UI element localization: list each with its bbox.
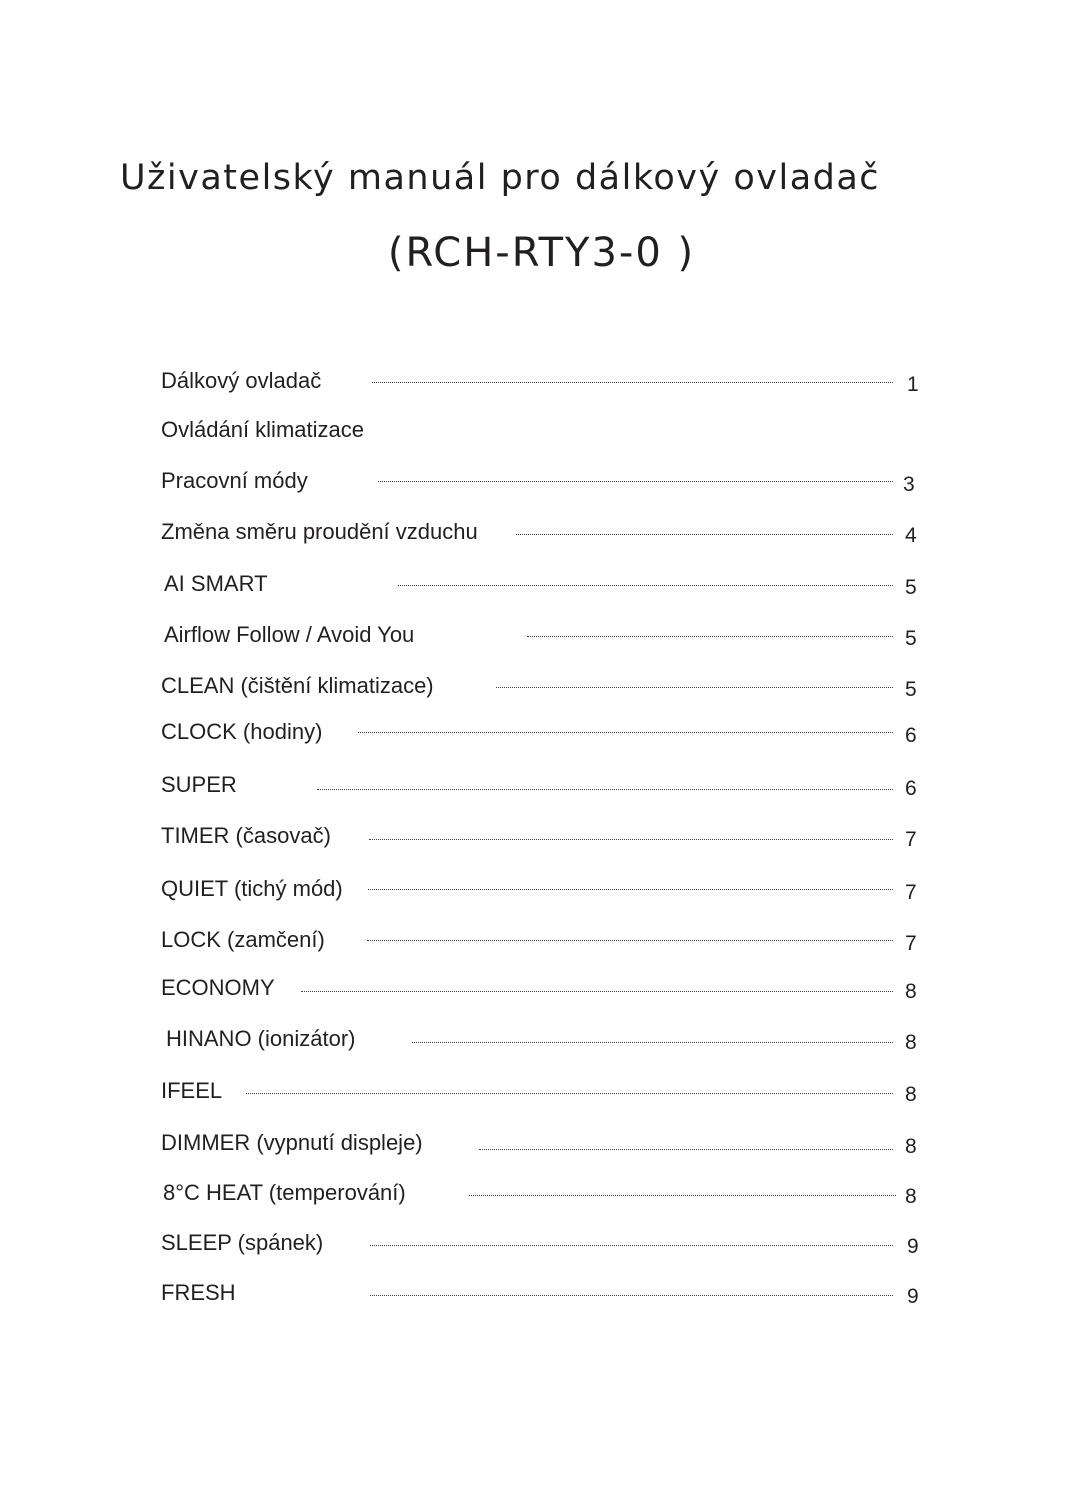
toc-label: HINANO (ionizátor) xyxy=(166,1026,356,1051)
toc-leader xyxy=(378,481,893,482)
toc-label: DIMMER (vypnutí displeje) xyxy=(161,1130,423,1155)
toc-label: QUIET (tichý mód) xyxy=(161,876,343,901)
toc-page: 5 xyxy=(905,678,917,701)
toc-entry xyxy=(0,571,1083,601)
toc-page: 1 xyxy=(907,373,919,396)
toc-page: 9 xyxy=(907,1235,919,1258)
toc-leader xyxy=(246,1093,893,1094)
toc-label: Ovládání klimatizace xyxy=(161,417,364,442)
toc-label: Pracovní módy xyxy=(161,468,308,493)
toc-entry xyxy=(0,622,1083,652)
toc-label: Airflow Follow / Avoid You xyxy=(164,622,415,647)
toc-page: 8 xyxy=(905,1135,917,1158)
toc-label: Změna směru proudění vzduchu xyxy=(161,519,478,544)
toc-leader xyxy=(358,732,893,733)
toc-page: 6 xyxy=(905,777,917,800)
toc-entry xyxy=(0,1180,1083,1210)
toc-entry xyxy=(0,823,1083,853)
toc-entry xyxy=(0,876,1083,906)
toc-leader xyxy=(301,991,893,992)
toc-page: 3 xyxy=(903,473,915,496)
toc-entry xyxy=(0,1078,1083,1108)
toc-leader xyxy=(368,889,893,890)
toc-leader xyxy=(469,1195,896,1196)
toc-label: SUPER xyxy=(161,772,237,797)
toc-label: IFEEL xyxy=(161,1078,223,1103)
model-number: (RCH-RTY3-0 ) xyxy=(387,230,696,276)
toc-label: Dálkový ovladač xyxy=(161,368,322,393)
toc-leader xyxy=(516,534,893,535)
toc-entry xyxy=(0,417,1083,447)
toc-label: LOCK (zamčení) xyxy=(161,927,325,952)
toc-entry xyxy=(0,927,1083,957)
toc-leader xyxy=(372,382,893,383)
toc-entry xyxy=(0,468,1083,498)
document-title: Uživatelský manuál pro dálkový ovladač xyxy=(119,158,881,198)
toc-page: 4 xyxy=(905,524,917,547)
toc-leader xyxy=(317,789,893,790)
toc-page: 7 xyxy=(905,932,917,955)
toc-page: 5 xyxy=(905,627,917,650)
toc-leader xyxy=(398,585,893,586)
toc-page: 7 xyxy=(905,828,917,851)
toc-label: CLOCK (hodiny) xyxy=(161,719,323,744)
toc-page: 8 xyxy=(905,980,917,1003)
toc-page: 5 xyxy=(905,576,917,599)
toc-page: 7 xyxy=(905,881,917,904)
toc-entry xyxy=(0,1130,1083,1160)
toc-label: SLEEP (spánek) xyxy=(161,1230,324,1255)
toc-entry xyxy=(0,719,1083,749)
toc-entry xyxy=(0,673,1083,703)
toc-entry xyxy=(0,1026,1083,1056)
toc-leader xyxy=(370,1245,893,1246)
toc-entry xyxy=(0,519,1083,549)
toc-page: 8 xyxy=(905,1031,917,1054)
toc-entry xyxy=(0,1230,1083,1260)
toc-entry xyxy=(0,1280,1083,1310)
toc-page: 8 xyxy=(905,1083,917,1106)
toc-leader xyxy=(479,1149,893,1150)
toc-label: TIMER (časovač) xyxy=(161,823,331,848)
toc-entry xyxy=(0,772,1083,802)
toc-label: 8°C HEAT (temperování) xyxy=(163,1180,406,1205)
toc-entry xyxy=(0,368,1083,398)
toc-leader xyxy=(367,940,893,941)
toc-label: AI SMART xyxy=(164,571,268,596)
toc-label: ECONOMY xyxy=(161,975,275,1000)
toc-page: 9 xyxy=(907,1285,919,1308)
toc-label: CLEAN (čištění klimatizace) xyxy=(161,673,434,698)
toc-page: 8 xyxy=(905,1185,917,1208)
toc-entry xyxy=(0,975,1083,1005)
toc-page: 6 xyxy=(905,724,917,747)
toc-leader xyxy=(527,636,893,637)
toc-leader xyxy=(369,839,893,840)
toc-label: FRESH xyxy=(161,1280,236,1305)
toc-leader xyxy=(496,687,893,688)
toc-leader xyxy=(370,1295,893,1296)
toc-leader xyxy=(412,1042,893,1043)
